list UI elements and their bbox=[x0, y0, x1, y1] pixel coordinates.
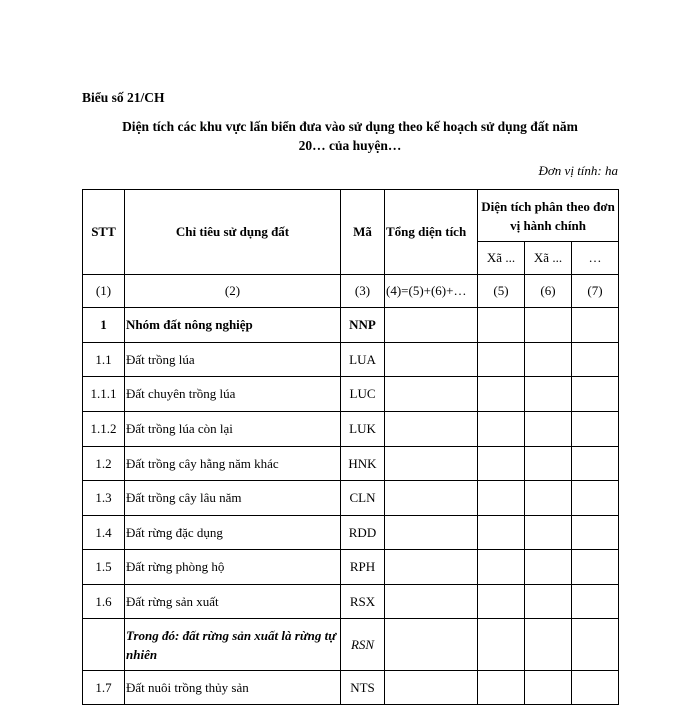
row-name: Trong đó: đất rừng sản xuất là rừng tự nhiên bbox=[125, 619, 341, 671]
cell-empty bbox=[525, 447, 572, 481]
row-stt: 1.1.2 bbox=[83, 412, 125, 447]
table-row bbox=[83, 550, 619, 585]
cell-empty bbox=[478, 585, 525, 619]
cell-empty bbox=[478, 412, 525, 447]
row-stt: 1 bbox=[83, 308, 125, 343]
cell-empty bbox=[385, 481, 478, 516]
cell-empty bbox=[572, 343, 619, 377]
cell-empty bbox=[478, 308, 525, 343]
table-row bbox=[83, 671, 619, 705]
cell-empty bbox=[478, 343, 525, 377]
row-code: LUK bbox=[341, 412, 385, 447]
table-row bbox=[83, 516, 619, 550]
cell-empty bbox=[478, 481, 525, 516]
col-number: (3) bbox=[341, 275, 385, 308]
cell-empty bbox=[525, 377, 572, 412]
cell-empty bbox=[478, 550, 525, 585]
row-name: Nhóm đất nông nghiệp bbox=[125, 308, 341, 343]
row-name: Đất nuôi trồng thủy sản bbox=[125, 671, 341, 705]
row-stt: 1.4 bbox=[83, 516, 125, 550]
title-line-1: Diện tích các khu vực lấn biển đưa vào sử dụng theo kế hoạch sử dụng đất năm bbox=[122, 119, 578, 134]
cell-empty bbox=[572, 619, 619, 671]
cell-empty bbox=[572, 481, 619, 516]
row-name: Đất chuyên trồng lúa bbox=[125, 377, 341, 412]
header-tong-dien-tich: Tổng diện tích bbox=[385, 190, 478, 275]
table-row bbox=[83, 619, 619, 671]
header-xa-1: Xã ... bbox=[478, 242, 525, 275]
row-name: Đất trồng lúa bbox=[125, 343, 341, 377]
title-line-2: 20… của huyện… bbox=[298, 138, 402, 153]
cell-empty bbox=[525, 516, 572, 550]
row-stt: 1.1 bbox=[83, 343, 125, 377]
row-code: RPH bbox=[341, 550, 385, 585]
row-stt: 1.3 bbox=[83, 481, 125, 516]
header-xa-2: Xã ... bbox=[525, 242, 572, 275]
table-row bbox=[83, 308, 619, 343]
row-code: RSX bbox=[341, 585, 385, 619]
cell-empty bbox=[385, 412, 478, 447]
row-code: RDD bbox=[341, 516, 385, 550]
row-name: Đất trồng lúa còn lại bbox=[125, 412, 341, 447]
cell-empty bbox=[385, 447, 478, 481]
row-code: CLN bbox=[341, 481, 385, 516]
document-title bbox=[82, 117, 618, 155]
col-number: (5) bbox=[478, 275, 525, 308]
cell-empty bbox=[478, 377, 525, 412]
cell-empty bbox=[478, 516, 525, 550]
cell-empty bbox=[385, 619, 478, 671]
cell-empty bbox=[385, 377, 478, 412]
row-code: RSN bbox=[341, 619, 385, 671]
cell-empty bbox=[525, 671, 572, 705]
cell-empty bbox=[525, 585, 572, 619]
row-name: Đất rừng sản xuất bbox=[125, 585, 341, 619]
row-stt bbox=[83, 619, 125, 671]
column-number-row bbox=[83, 275, 619, 308]
col-number: (1) bbox=[83, 275, 125, 308]
cell-empty bbox=[525, 481, 572, 516]
cell-empty bbox=[572, 412, 619, 447]
cell-empty bbox=[572, 671, 619, 705]
row-stt: 1.6 bbox=[83, 585, 125, 619]
cell-empty bbox=[572, 377, 619, 412]
header-stt: STT bbox=[83, 190, 125, 275]
cell-empty bbox=[572, 516, 619, 550]
row-stt: 1.5 bbox=[83, 550, 125, 585]
cell-empty bbox=[385, 516, 478, 550]
row-code: LUC bbox=[341, 377, 385, 412]
row-stt: 1.7 bbox=[83, 671, 125, 705]
row-name: Đất trồng cây lâu năm bbox=[125, 481, 341, 516]
header-ma: Mã bbox=[341, 190, 385, 275]
table-row bbox=[83, 481, 619, 516]
row-name: Đất rừng đặc dụng bbox=[125, 516, 341, 550]
cell-empty bbox=[385, 585, 478, 619]
cell-empty bbox=[385, 343, 478, 377]
row-code: NTS bbox=[341, 671, 385, 705]
cell-empty bbox=[525, 412, 572, 447]
cell-empty bbox=[478, 619, 525, 671]
table-row bbox=[83, 412, 619, 447]
cell-empty bbox=[478, 447, 525, 481]
header-chi-tieu: Chỉ tiêu sử dụng đất bbox=[125, 190, 341, 275]
table-row bbox=[83, 447, 619, 481]
cell-empty bbox=[385, 308, 478, 343]
cell-empty bbox=[572, 550, 619, 585]
col-number: (7) bbox=[572, 275, 619, 308]
col-number: (2) bbox=[125, 275, 341, 308]
cell-empty bbox=[385, 550, 478, 585]
header-more: … bbox=[572, 242, 619, 275]
table-row bbox=[83, 343, 619, 377]
row-name: Đất rừng phòng hộ bbox=[125, 550, 341, 585]
form-code: Biểu số 21/CH bbox=[82, 90, 165, 105]
cell-empty bbox=[525, 308, 572, 343]
col-number: (6) bbox=[525, 275, 572, 308]
cell-empty bbox=[525, 550, 572, 585]
cell-empty bbox=[525, 619, 572, 671]
cell-empty bbox=[478, 671, 525, 705]
row-stt: 1.1.1 bbox=[83, 377, 125, 412]
header-group-admin: Diện tích phân theo đơn vị hành chính bbox=[478, 190, 619, 242]
row-code: LUA bbox=[341, 343, 385, 377]
row-name: Đất trồng cây hằng năm khác bbox=[125, 447, 341, 481]
col-number: (4)=(5)+(6)+… bbox=[385, 275, 478, 308]
cell-empty bbox=[525, 343, 572, 377]
unit-label: Đơn vị tính: ha bbox=[538, 163, 618, 178]
land-use-table bbox=[82, 189, 619, 705]
cell-empty bbox=[385, 671, 478, 705]
cell-empty bbox=[572, 447, 619, 481]
row-code: NNP bbox=[341, 308, 385, 343]
cell-empty bbox=[572, 585, 619, 619]
cell-empty bbox=[572, 308, 619, 343]
table-row bbox=[83, 585, 619, 619]
row-code: HNK bbox=[341, 447, 385, 481]
row-stt: 1.2 bbox=[83, 447, 125, 481]
table-row bbox=[83, 377, 619, 412]
